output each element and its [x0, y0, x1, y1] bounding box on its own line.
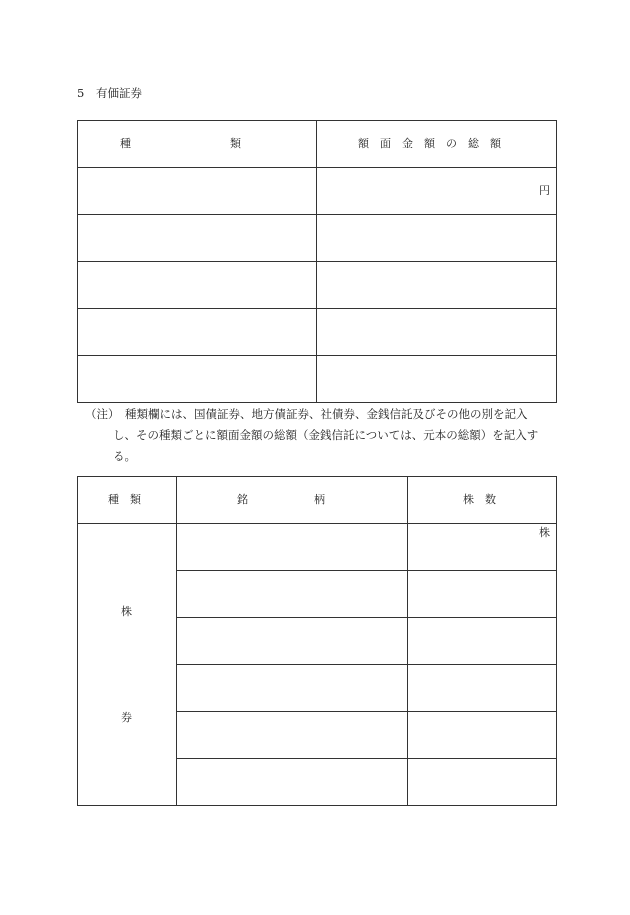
table2-line: [77, 805, 557, 806]
table2-line: [176, 476, 177, 806]
table1-line: [77, 261, 557, 262]
table2-unit-shares: 株: [539, 526, 550, 539]
table1-line: [77, 167, 557, 168]
table2-line: [77, 476, 78, 806]
table2-line: [556, 476, 557, 806]
table1-line: [316, 120, 317, 403]
table2-line: [407, 476, 408, 806]
table1-header-kind: 種 類: [120, 137, 241, 150]
table1-line: [77, 402, 557, 403]
table1-unit-yen: 円: [539, 184, 550, 197]
table1-line: [77, 120, 557, 121]
table2-line: [77, 476, 557, 477]
table1-line: [77, 120, 78, 403]
section-number: 5: [77, 86, 85, 100]
table1-line: [77, 355, 557, 356]
table2-header-brand: 銘 柄: [237, 493, 325, 506]
table2-line: [176, 570, 557, 571]
table2-line: [176, 758, 557, 759]
table2-line: [77, 523, 557, 524]
note-line: し、その種類ごとに額面金額の総額（金銭信託については、元本の総額）を記入す: [113, 428, 539, 442]
table2-line: [176, 664, 557, 665]
section-title: 有価証券: [96, 86, 142, 100]
table1-line: [77, 214, 557, 215]
table2-header-kind: 種 類: [108, 493, 141, 506]
table2-kind-char: 券: [121, 711, 132, 724]
table2-line: [176, 711, 557, 712]
table1-header-face-value-total: 額 面 金 額 の 総 額: [358, 137, 501, 150]
note-line: 種類欄には、国債証券、地方債証券、社債券、金銭信託及びその他の別を記入: [125, 407, 528, 421]
table1-line: [77, 308, 557, 309]
table2-kind-char: 株: [121, 605, 132, 618]
note-prefix: （注）: [85, 407, 120, 421]
table2-header-share-count: 株 数: [463, 493, 496, 506]
table1-line: [556, 120, 557, 403]
note-line: る。: [113, 449, 136, 463]
table2-line: [176, 617, 557, 618]
